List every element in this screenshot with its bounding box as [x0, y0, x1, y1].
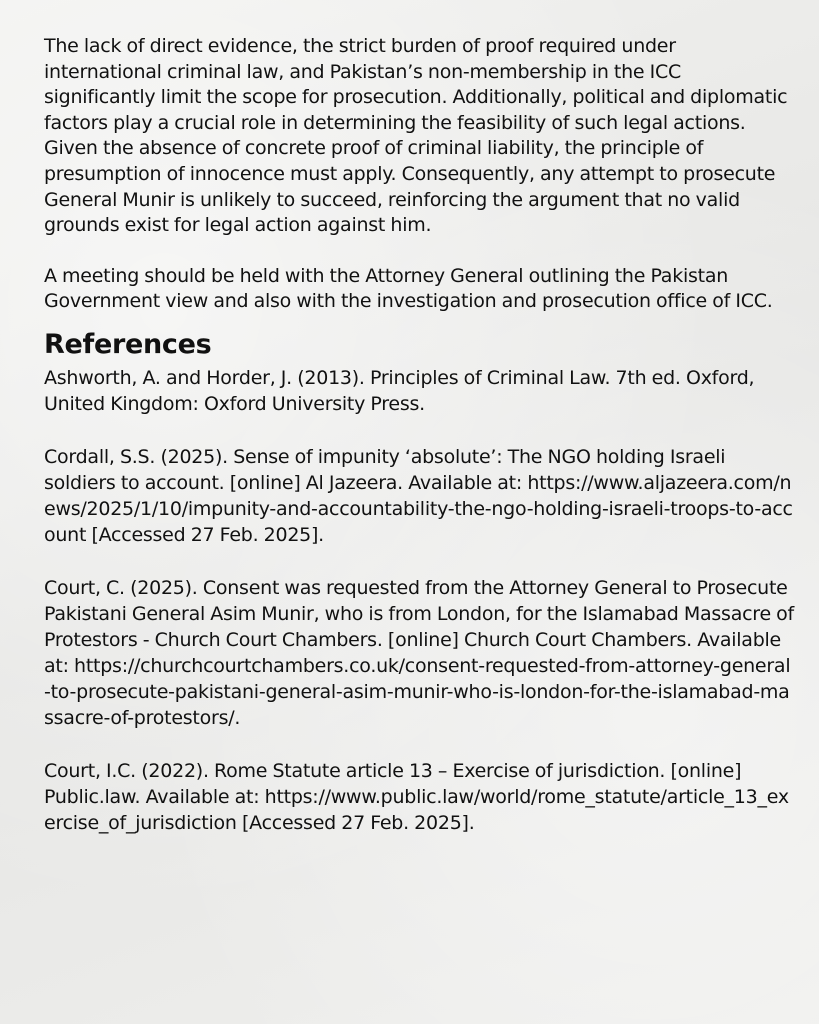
reference-entry-cordall — [44, 444, 796, 548]
reference-url: https://www.public.law/world/rome_statute/article_13_exercise_of_jurisdiction — [44, 785, 789, 834]
reference-entry-rome-statute — [44, 758, 796, 836]
body-paragraph-conclusion: The lack of direct evidence, the strict burden of proof required under international criminal law, and Pakistan’s non-membership in the ICC significantly limit the scope for prosecution. Additionally, political and diplomatic factors play a crucial role in determining the feasibility of such legal actions. Given the absence of concrete proof of criminal liability, the principle of presumption of innocence must apply. Consequently, any attempt to prosecute General Munir is unlikely to succeed, reinforcing the argument that no valid grounds exist for legal action against him. — [44, 35, 788, 237]
reference-accessed: [Accessed 27 Feb. 2025]. — [91, 523, 324, 546]
reference-entry-court-chambers — [44, 575, 796, 731]
reference-entry-ashworth — [44, 365, 796, 417]
reference-text: Cordall, S.S. (2025). Sense of impunity ‘absolute’: The NGO holding Israeli soldiers to account. [online] Al Jazeera. Available at: — [44, 445, 726, 494]
reference-url: https://www.aljazeera.com/news/2025/1/10/impunity-and-accountability-the-ngo-holding-israeli-troops-to-account — [44, 471, 793, 546]
reference-url: https://churchcourtchambers.co.uk/consent-requested-from-attorney-general-to-prosecute-pakistani-general-asim-munir-who-is-london-for-the-islamabad-massacre-of-protestors/. — [44, 654, 791, 729]
references-heading: References — [44, 328, 212, 360]
reference-accessed: [Accessed 27 Feb. 2025]. — [242, 811, 475, 834]
reference-text: Court, C. (2025). Consent was requested from the Attorney General to Prosecute Pakistani General Asim Munir, who is from London, for the Islamabad Massacre of Protestors - Church Court Chambers. [online] Church Court Chambers. Available at: — [44, 576, 794, 677]
reference-text: Ashworth, A. and Horder, J. (2013). Principles of Criminal Law. 7th ed. Oxford, United Kingdom: Oxford University Press. — [44, 366, 755, 415]
reference-text: Court, I.C. (2022). Rome Statute article 13 – Exercise of jurisdiction. [online] Public.law. Available at: — [44, 759, 742, 808]
document-page — [44, 34, 796, 836]
body-paragraph-recommendation: A meeting should be held with the Attorney General outlining the Pakistan Government view and also with the investigation and prosecution office of ICC. — [44, 264, 773, 313]
